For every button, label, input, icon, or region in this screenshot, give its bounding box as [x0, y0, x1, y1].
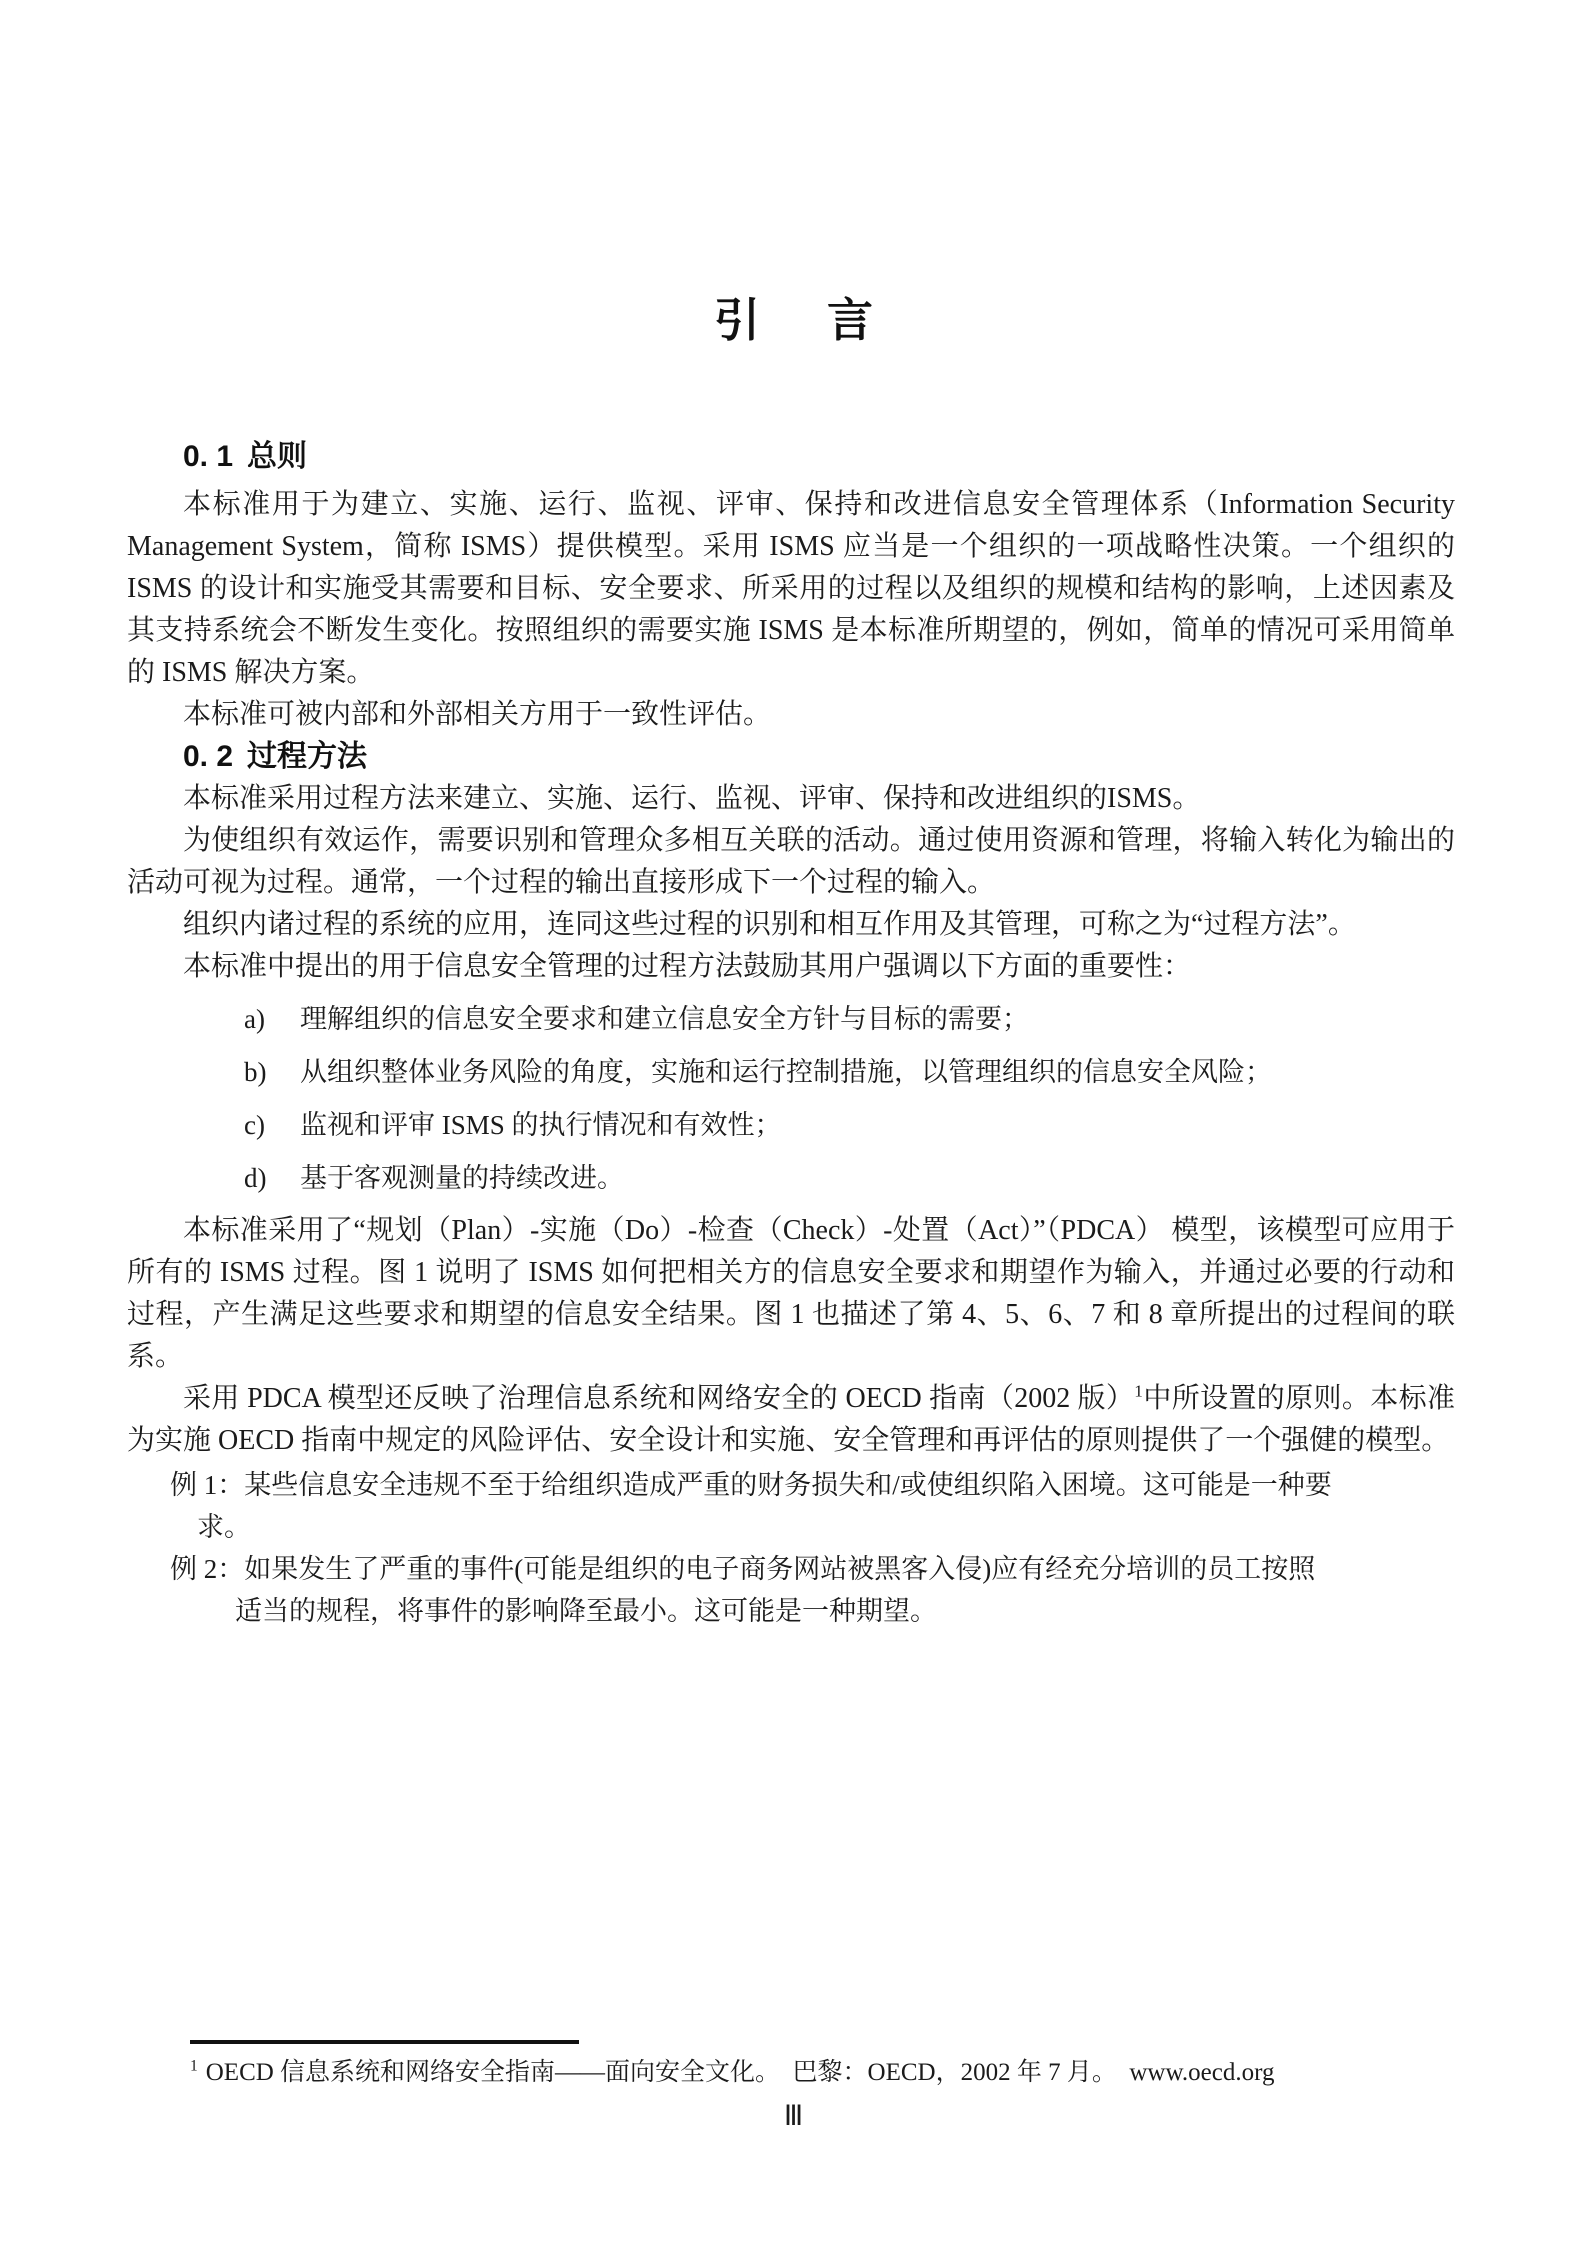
paragraph-pdca-model: 本标准采用了“规划（Plan）-实施（Do）-检查（Check）-处置（Act）”（PDCA） 模型，该模型可应用于所有的 ISMS 过程。图 1 说明了 ISMS 如何把相关方的信息安全要求和期望作为输入，并通过必要的行动和过程，产生满足这些要求和期望的信息安全结果。图 1 也描述了第 4、5、6、7 和 8 章所提出的过程间的联系。 — [127, 1215, 1455, 1372]
footnote-citation: OECD 信息系统和网络安全指南——面向安全文化。 巴黎：OECD，2002 年 7 月。 www.oecd.org — [205, 2059, 1275, 2086]
title-char-second: 言 — [827, 294, 873, 346]
examples-block — [127, 1464, 1455, 1632]
list-marker: a) — [244, 1004, 265, 1034]
section-name: 总则 — [247, 440, 308, 473]
section-number: 0. 1 — [183, 440, 234, 473]
paragraph-oecd-principles — [127, 1378, 1455, 1462]
section-name: 过程方法 — [247, 740, 368, 773]
example-2-line-1: 例 2：如果发生了严重的事件(可能是组织的电子商务网站被黑客入侵)应有经充分培训的员工按照 — [170, 1554, 1316, 1584]
footnote-divider-rule — [190, 2040, 579, 2044]
paragraph-conformity-assessment: 本标准可被内部和外部相关方用于一致性评估。 — [183, 699, 772, 730]
paragraph-process-method-definition: 组织内诸过程的系统的应用，连同这些过程的识别和相互作用及其管理，可称之为“过程方法”。 — [183, 909, 1356, 940]
section-heading-0-1 — [183, 436, 1455, 478]
footnote-block — [190, 2040, 1490, 2090]
list-text: 监视和评审 ISMS 的执行情况和有效性； — [300, 1110, 782, 1140]
list-marker: c) — [244, 1110, 265, 1140]
list-item-b — [127, 1051, 1455, 1093]
example-1-line-2: 求。 — [197, 1512, 251, 1542]
list-item-d — [127, 1157, 1455, 1199]
page-title — [0, 0, 1587, 348]
list-text: 基于客观测量的持续改进。 — [300, 1163, 624, 1193]
paragraph-activities-as-process: 为使组织有效运作，需要识别和管理众多相互关联的活动。通过使用资源和管理，将输入转化为输出的活动可视为过程。通常，一个过程的输出直接形成下一个过程的输入。 — [127, 825, 1455, 898]
example-2-line-2: 适当的规程，将事件的影响降至最小。这可能是一种期望。 — [235, 1596, 937, 1626]
list-text: 理解组织的信息安全要求和建立信息安全方针与目标的需要； — [300, 1004, 1029, 1034]
paragraph-importance-lead-in: 本标准中提出的用于信息安全管理的过程方法鼓励其用户强调以下方面的重要性： — [183, 951, 1192, 982]
list-marker: d) — [244, 1163, 267, 1193]
section-number: 0. 2 — [183, 740, 234, 773]
page-content — [127, 436, 1455, 1632]
paragraph-isms-model: 本标准用于为建立、实施、运行、监视、评审、保持和改进信息安全管理体系（Information Security Management System，简称 ISMS）提供模型。采用 ISMS 应当是一个组织的一项战略性决策。一个组织的 ISMS 的设计和实施受其需要和目标、安全要求、所采用的过程以及组织的规模和结构的影响，上述因素及其支持系统会不断发生变化。按照组织的需要实施 ISMS 是本标准所期望的，例如，简单的情况可采用简单的 ISMS 解决方案。 — [127, 489, 1455, 688]
list-item-a — [127, 998, 1455, 1040]
list-item-c — [127, 1104, 1455, 1146]
footnote-marker: 1 — [190, 2057, 198, 2075]
section-heading-0-2 — [183, 736, 1455, 778]
paragraph-process-approach-intro: 本标准采用过程方法来建立、实施、运行、监视、评审、保持和改进组织的ISMS。 — [183, 783, 1201, 814]
footnote-text — [190, 2056, 1490, 2090]
example-1-line-1: 例 1：某些信息安全违规不至于给组织造成严重的财务损失和/或使组织陷入困境。这可能是一种要 — [170, 1470, 1332, 1500]
footnote-reference-superscript: 1 — [1134, 1381, 1143, 1401]
list-marker: b) — [244, 1057, 267, 1087]
list-text: 从组织整体业务风险的角度，实施和运行控制措施，以管理组织的信息安全风险； — [300, 1057, 1272, 1087]
importance-list — [127, 998, 1455, 1199]
title-char-first: 引 — [714, 294, 760, 346]
oecd-text-before: 采用 PDCA 模型还反映了治理信息系统和网络安全的 OECD 指南（2002 版） — [183, 1383, 1135, 1414]
page-number: Ⅲ — [783, 2101, 804, 2132]
oecd-text-after: 中所设置的原则。本标准为实施 OECD 指南中规定的风险评估、安全设计和实施、安全管理和再评估的原则提供了一个强健的模型。 — [127, 1383, 1455, 1456]
